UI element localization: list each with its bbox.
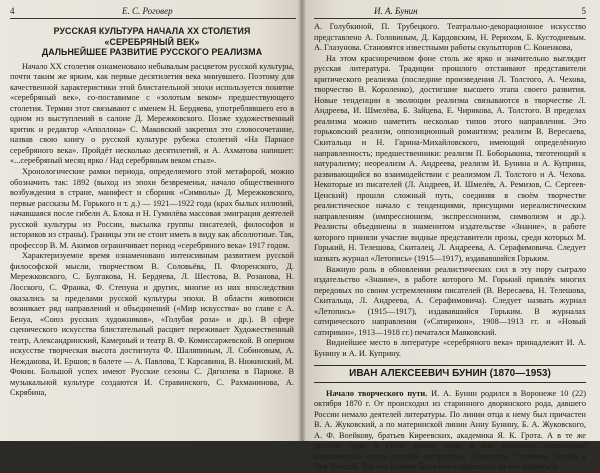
right-paragraph-2: На этом красноречивом фоне столь же ярко и значительно выглядит русская литература. Традиции прошлого отстаивают представители критического реализма (последние произведения Л. Толстого, А. Чехова, творчество В. Короленко), достигшие высшего этапа своего развития. Новые тенденции в эволюции реализма связываются в творчестве Л. Андреева, И. Шмелёва, Б. Зайцева, Е. Чирикова, А. Толстого. В пределах реализма можно наметить несколько типов этого направления. Это горьковский реализм, оппозиционный романтизм; реализм В. Вересаева, Скитальца и Н. Гарина-Михайловского, имеющий определённую направленность; предшественники: реализм П. Боборыкина, тяготеющий к натурализму; неореализм А. Андреева, реализм И. Бунина и А. Куприна, развивающийся во взаимодействии с реализмом Л. Толстого и А. Чехова. Некоторые из писателей (Л. Андреев, И. Шмелёв, А. Ремизов, С. Сергеев-Ценский) прошли сложный путь, соединяя в своём творчестве реалистическое начало с тенденциями, присущими нереалистическим направлениям (импрессионизм, экспрессионизм, символизм и др.). Реалисты объединены в знаменитом издательстве «Знание», в работе которого приняли участие видные представители прозы, среди которых М. Горький, Н. Телешова, Скиталец, Л. Андреева, А. Серафимовича. Следует назвать журнал «Летопись» (1915—1917), издававшийся Горьким. (314, 53, 586, 264)
right-running-title: И. А. Бунин (374, 6, 418, 16)
section-heading-line-2: «СЕРЕБРЯНЫЙ ВЕК» (104, 36, 200, 47)
left-page (0, 0, 302, 441)
right-page-number: 5 (581, 6, 586, 16)
left-paragraph-2: Хронологические рамки периода, определяемого этой метафорой, можно обозначить так: 1892 (выход из эпохи безвременья, начало общественного возбуждения в стране, манифест и сборник «Символы» Д. Мережковского, первые рассказы М. Горького и т. д.) — 1921—1922 года (крах былых иллюзий, начавшаяся после гибели А. Блока и Н. Гумилёва массовая эмиграция деятелей русской культуры из России, высылка группы писателей, философов и историков из страны). Границы эти не стоит иметь в виду как абсолютные. Так, профессор В. М. Акимов ограничивает период «серебряного века» 1917 годом. (10, 166, 294, 250)
book-gutter (298, 0, 306, 441)
right-paragraph-4: Виднейшее место в литературе «серебряного века» принадлежит И. А. Бунину и А. И. Куприну. (314, 338, 586, 358)
section-heading (10, 26, 294, 58)
left-running-head (10, 6, 296, 19)
left-running-title: Е. С. Роговер (122, 6, 173, 16)
right-running-head (314, 6, 586, 19)
left-paragraph-3: Характеризуемое время ознаменовано интенсивным развитием русской философской мысли, творчеством В. Соловьёва, П. Флоренского, Д. Мережковского, С. Булгакова, Н. Бердяева, Л. Шестова, В. Розанова, Н. Лосского, С. Франка, Ф. Степуна и других, многие из них впоследствии оказались за пределами русской культуры эпохи. В области живописи возникает ряд направлений и объединений («Мир искусства» во главе с А. Бенуа, «Союз русских художников», «Голубая роза» и др.). В сфере сценического искусства блистательный расцвет переживает Художественный театр, Александринский, Камерный и театр В. Ф. Комиссаржевской. В оперном искусстве творческая высота достигнута Ф. Шаляпиным, Л. Собиновым, А. Нежданова, И. Ершов; в балете — А. Павлова, Т. Карсавина, В. Нижинский, М. Фокин. Большой успех имеют Русские сезоны С. Дягилева в Париже. В музыкальной культуре создаются И. Стравинского, С. Рахманинова, А. Скрябина, (10, 251, 294, 398)
right-page-text (314, 22, 586, 473)
right-paragraph-5 (314, 389, 586, 473)
left-paragraph-1: Начало XX столетия ознаменовано небывалым расцветом русской культуры, почти таким же ярким, как первые десятилетия века минувшего. Поэтому для качественной характеристики этой блистательной эпохи используется понятие «серебряный век», со-поставимое с «золотым веком» предшествующего столетия. Термин этот связывают с именем Н. Бердяева, употреблявшего его в одном из выступлений в салоне Д. Мережковского. Позже художественный критик и редактор «Аполлона» С. Маковский закрепил это словосочетание, назвав свою книгу о русской культуре рубежа столетий «На Парнасе серебряного века». Пройдёт несколько десятилетий, и А. Ахматова напишет: «...серебряный месяц ярко / Над серебряным веком стыл». (10, 61, 294, 166)
left-page-number: 4 (10, 6, 15, 16)
section-heading-line-1: РУССКАЯ КУЛЬТУРА НАЧАЛА XX СТОЛЕТИЯ (53, 26, 251, 36)
biography-text: И. А. Бунин родился в Воронеже 10 (22) октября 1870 г. От происходил из старинного дворянского рода, давшего России немало деятелей литературы. По линии отца к нему был причастен В. А. Жуковский, а по материнской линии Анну Бунину, Б. А. Жуковского, А. Ф. Воейкову, братьев Киреевских, академика Я. К. Грота. А в те же детские годы, в столь давние годы, в них вызывали восхищение классические поэты русской литературы: Лермонтов, Тургенев, Лесков и Лев Толстой. Так что Бунину было чем гордиться и на что опереться. (314, 388, 587, 472)
right-paragraph-1: А. Голубкиной, П. Трубецкого. Театрально-декорационное искусство представлено А. Головиным, Д. Кардовским, Н. Рерихом, Б. Кустодиевым. А. Глазунова. Становятся известными работы скульпторов С. Коненкова, (314, 22, 586, 53)
left-page-text (10, 26, 294, 399)
runin-heading: Начало творческого пути. (326, 388, 428, 398)
section-heading-line-3: ДАЛЬНЕЙШЕЕ РАЗВИТИЕ РУССКОГО РЕАЛИЗМА (41, 47, 263, 57)
chapter-banner: ИВАН АЛЕКСЕЕВИЧ БУНИН (1870—1953) (314, 365, 586, 383)
right-page (302, 0, 600, 472)
right-paragraph-3: Важную роль в обновлении реалистических сил в эту пору сыграло издательство «Знание», в работе которого М. Горький привлёк многих передовых по своим устремлениям писателей (В. Вересаева, Н. Телешова, Скитальца, Л. Андреева, А. Серафимовича). Следует назвать журнал «Летопись» (1915—1917), издававшийся Горьким. В журналах сатирического направления («Сатирикон», 1908—1913 гг. и «Новый сатирикон», 1913—1918 гг.) печатался Маяковский. (314, 264, 586, 337)
